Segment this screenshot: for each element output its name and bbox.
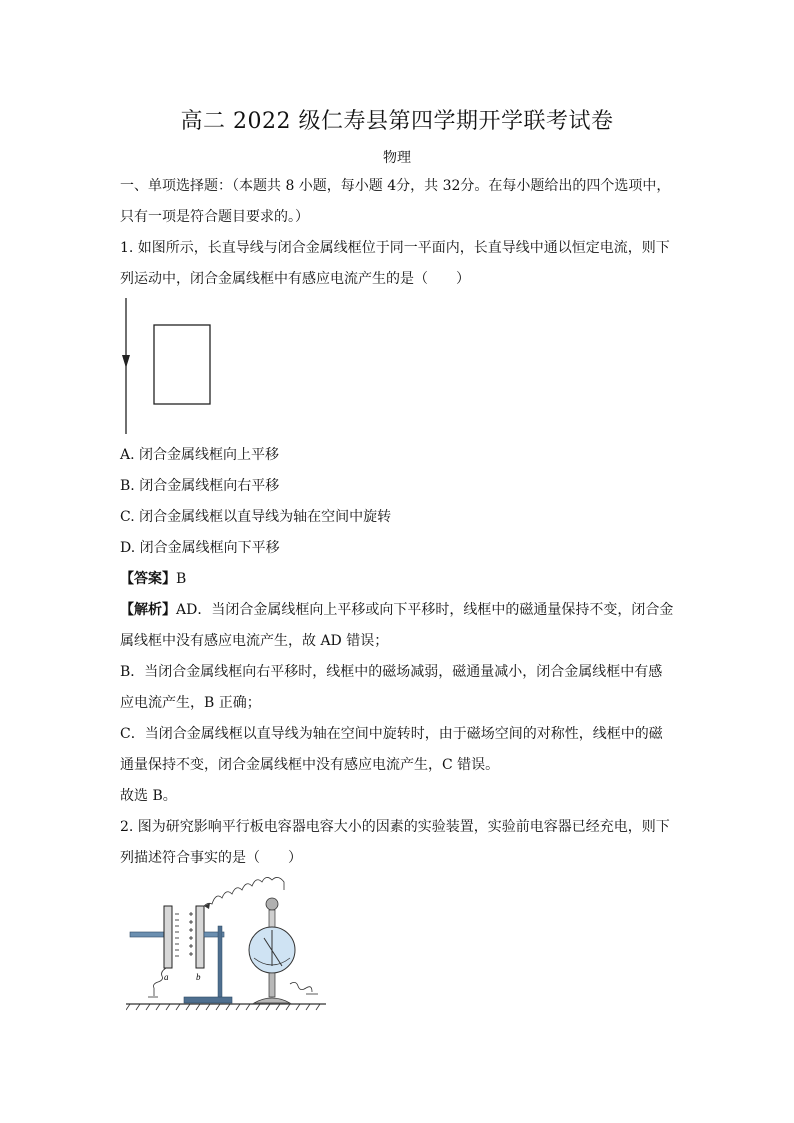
- q1-analysis-line6: 通量保持不变，闭合金属线框中没有感应电流产生，C 错误。: [120, 757, 500, 773]
- q1-option-a: A. 闭合金属线框向上平移: [120, 447, 280, 463]
- subject-label: 物理: [383, 150, 411, 166]
- electrometer-base: [254, 998, 290, 1003]
- analysis-text-1: AD．当闭合金属线框向上平移或向下平移时，线框中的磁通量保持不变，闭合金: [176, 602, 674, 618]
- plate-a: [164, 906, 172, 968]
- q1-analysis-line2: 属线框中没有感应电流产生，故 AD 错误；: [120, 633, 389, 649]
- q1-figure-wire-and-loop: [110, 290, 230, 440]
- answer-label: 【答案】: [120, 571, 176, 587]
- q1-analysis-line1: [120, 602, 680, 618]
- section-heading-line2: 只有一项是符合题目要求的。）: [120, 209, 309, 225]
- q1-analysis-line5: C．当闭合金属线框以直导线为轴在空间中旋转时，由于磁场空间的对称性，线框中的磁: [120, 726, 663, 742]
- q1-option-c: C. 闭合金属线框以直导线为轴在空间中旋转: [120, 509, 392, 525]
- q2-stem-line2: 列描述符合事实的是（ ）: [120, 850, 302, 866]
- answer-value: B: [176, 571, 187, 587]
- q1-conclusion: 故选 B。: [120, 788, 177, 804]
- q1-option-d: D. 闭合金属线框向下平移: [120, 540, 280, 556]
- q1-analysis-line4: 应电流产生，B 正确；: [120, 695, 261, 711]
- metal-loop: [154, 325, 210, 404]
- q1-stem-line1: 1. 如图所示，长直导线与闭合金属线框位于同一平面内，长直导线中通以恒定电流，则下: [120, 240, 670, 256]
- ground-hatching: [126, 1004, 320, 1010]
- plate-b-label: b: [196, 972, 201, 982]
- q2-stem-line1: 2. 图为研究影响平行板电容器电容大小的因素的实验装置，实验前电容器已经充电，则下: [120, 819, 670, 835]
- electrometer-knob: [266, 898, 278, 910]
- q1-option-b: B. 闭合金属线框向右平移: [120, 478, 280, 494]
- electrometer-pedestal: [269, 973, 275, 997]
- stand-pole: [218, 926, 222, 1000]
- plate-b: [196, 906, 204, 968]
- q1-stem-line2: 列运动中，闭合金属线框中有感应电流产生的是（ ）: [120, 271, 470, 287]
- plate-a-label: a: [164, 972, 169, 982]
- electrometer-ground-wire: [290, 982, 312, 992]
- plate-b-charges: [189, 912, 193, 956]
- q2-figure-capacitor-apparatus: [126, 876, 326, 1012]
- current-direction-arrow: [122, 355, 130, 368]
- analysis-label: 【解析】: [120, 602, 176, 618]
- plate-a-charges: [175, 914, 179, 956]
- q1-answer: [120, 571, 680, 587]
- section-heading-line1: 一、单项选择题：（本题共 8 小题，每小题 4分，共 32分。在每小题给出的四个选项中，: [120, 178, 671, 194]
- stand-base: [184, 997, 232, 1003]
- page-title: 高二 2022 级仁寿县第四学期开学联考试卷: [180, 109, 614, 134]
- insulating-rod: [130, 932, 164, 937]
- q1-analysis-line3: B．当闭合金属线框向右平移时，线框中的磁场减弱，磁通量减小，闭合金属线框中有感: [120, 664, 663, 680]
